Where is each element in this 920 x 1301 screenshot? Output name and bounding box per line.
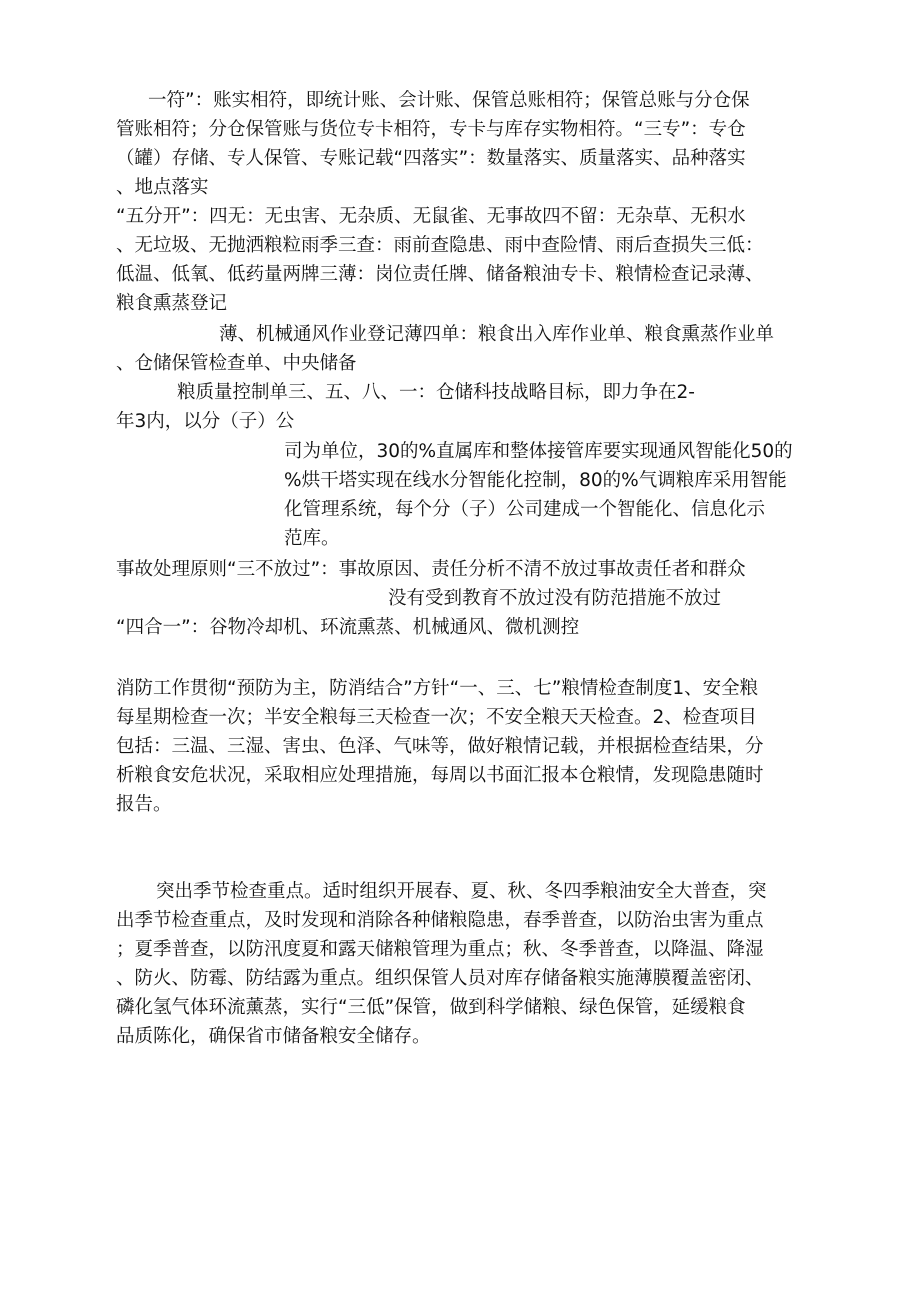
text-line: “四合一”：谷物冷却机、环流熏蒸、机械通风、微机测控 — [116, 617, 580, 638]
text-line: 、地点落实 — [116, 177, 209, 198]
text-line: 消防工作贯彻“预防为主，防消结合”方针“一、三、七”粮情检查制度1、安全粮 — [116, 678, 759, 699]
text-line: 范库。 — [284, 528, 340, 549]
text-line: “五分开”：四无：无虫害、无杂质、无鼠雀、无事故四不留：无杂草、无积水 — [116, 206, 746, 227]
text-line: 出季节检查重点，及时发现和消除各种储粮隐患，春季普查，以防治虫害为重点 — [116, 910, 764, 931]
text-line: 粮质量控制单三、五、八、一：仓储科技战略目标，即力争在2- — [177, 382, 695, 403]
text-line: ；夏季普查，以防汛度夏和露天储粮管理为重点；秋、冬季普查，以降温、降湿 — [116, 939, 764, 960]
text-line: 磷化氢气体环流薰蒸，实行“三低”保管，做到科学储粮、绿色保管，延缓粮食 — [116, 997, 746, 1018]
text-line: 化管理系统，每个分（子）公司建成一个智能化、信息化示 — [284, 499, 766, 520]
text-line: 管账相符；分仓保管账与货位专卡相符，专卡与库存实物相符。“三专”：专仓 — [116, 119, 746, 140]
text-line: 没有受到教育不放过没有防范措施不放过 — [388, 588, 722, 609]
text-line: 、仓储保管检查单、中央储备 — [116, 353, 357, 374]
text-line: 一符”：账实相符，即统计账、会计账、保管总账相符；保管总账与分仓保 — [148, 90, 750, 111]
text-line: %烘干塔实现在线水分智能化控制，80的%气调粮库采用智能 — [284, 470, 787, 491]
text-line: 、防火、防霉、防结露为重点。组织保管人员对库存储备粮实施薄膜覆盖密闭、 — [116, 968, 764, 989]
text-line: 、无垃圾、无抛洒粮粒雨季三查：雨前查隐患、雨中查险情、雨后查损失三低： — [116, 235, 764, 256]
text-line: 事故处理原则“三不放过”：事故原因、责任分析不清不放过事故责任者和群众 — [116, 559, 746, 580]
text-line: 析粮食安危状况，采取相应处理措施，每周以书面汇报本仓粮情，发现隐患随时 — [116, 765, 764, 786]
text-line: 粮食熏蒸登记 — [116, 293, 228, 314]
text-line: 低温、低氧、低药量两牌三薄：岗位责任牌、储备粮油专卡、粮情检查记录薄、 — [116, 264, 764, 285]
text-line: 司为单位，30的%直属库和整体接管库要实现通风智能化50的 — [284, 441, 793, 462]
text-line: （罐）存储、专人保管、专账记载“四落实”：数量落实、质量落实、品种落实 — [116, 148, 746, 169]
text-line: 薄、机械通风作业登记薄四单：粮食出入库作业单、粮食熏蒸作业单 — [219, 324, 775, 345]
text-line: 品质陈化，确保省市储备粮安全储存。 — [116, 1026, 431, 1047]
text-line: 突出季节检查重点。适时组织开展春、夏、秋、冬四季粮油安全大普查，突 — [156, 881, 767, 902]
text-line: 报告。 — [116, 794, 172, 815]
text-line: 年3内，以分（子）公 — [116, 411, 295, 432]
text-line: 包括：三温、三湿、害虫、色泽、气味等，做好粮情记载，并根据检查结果，分 — [116, 736, 764, 757]
text-line: 每星期检查一次；半安全粮每三天检查一次；不安全粮天天检查。2、检查项目 — [116, 707, 757, 728]
